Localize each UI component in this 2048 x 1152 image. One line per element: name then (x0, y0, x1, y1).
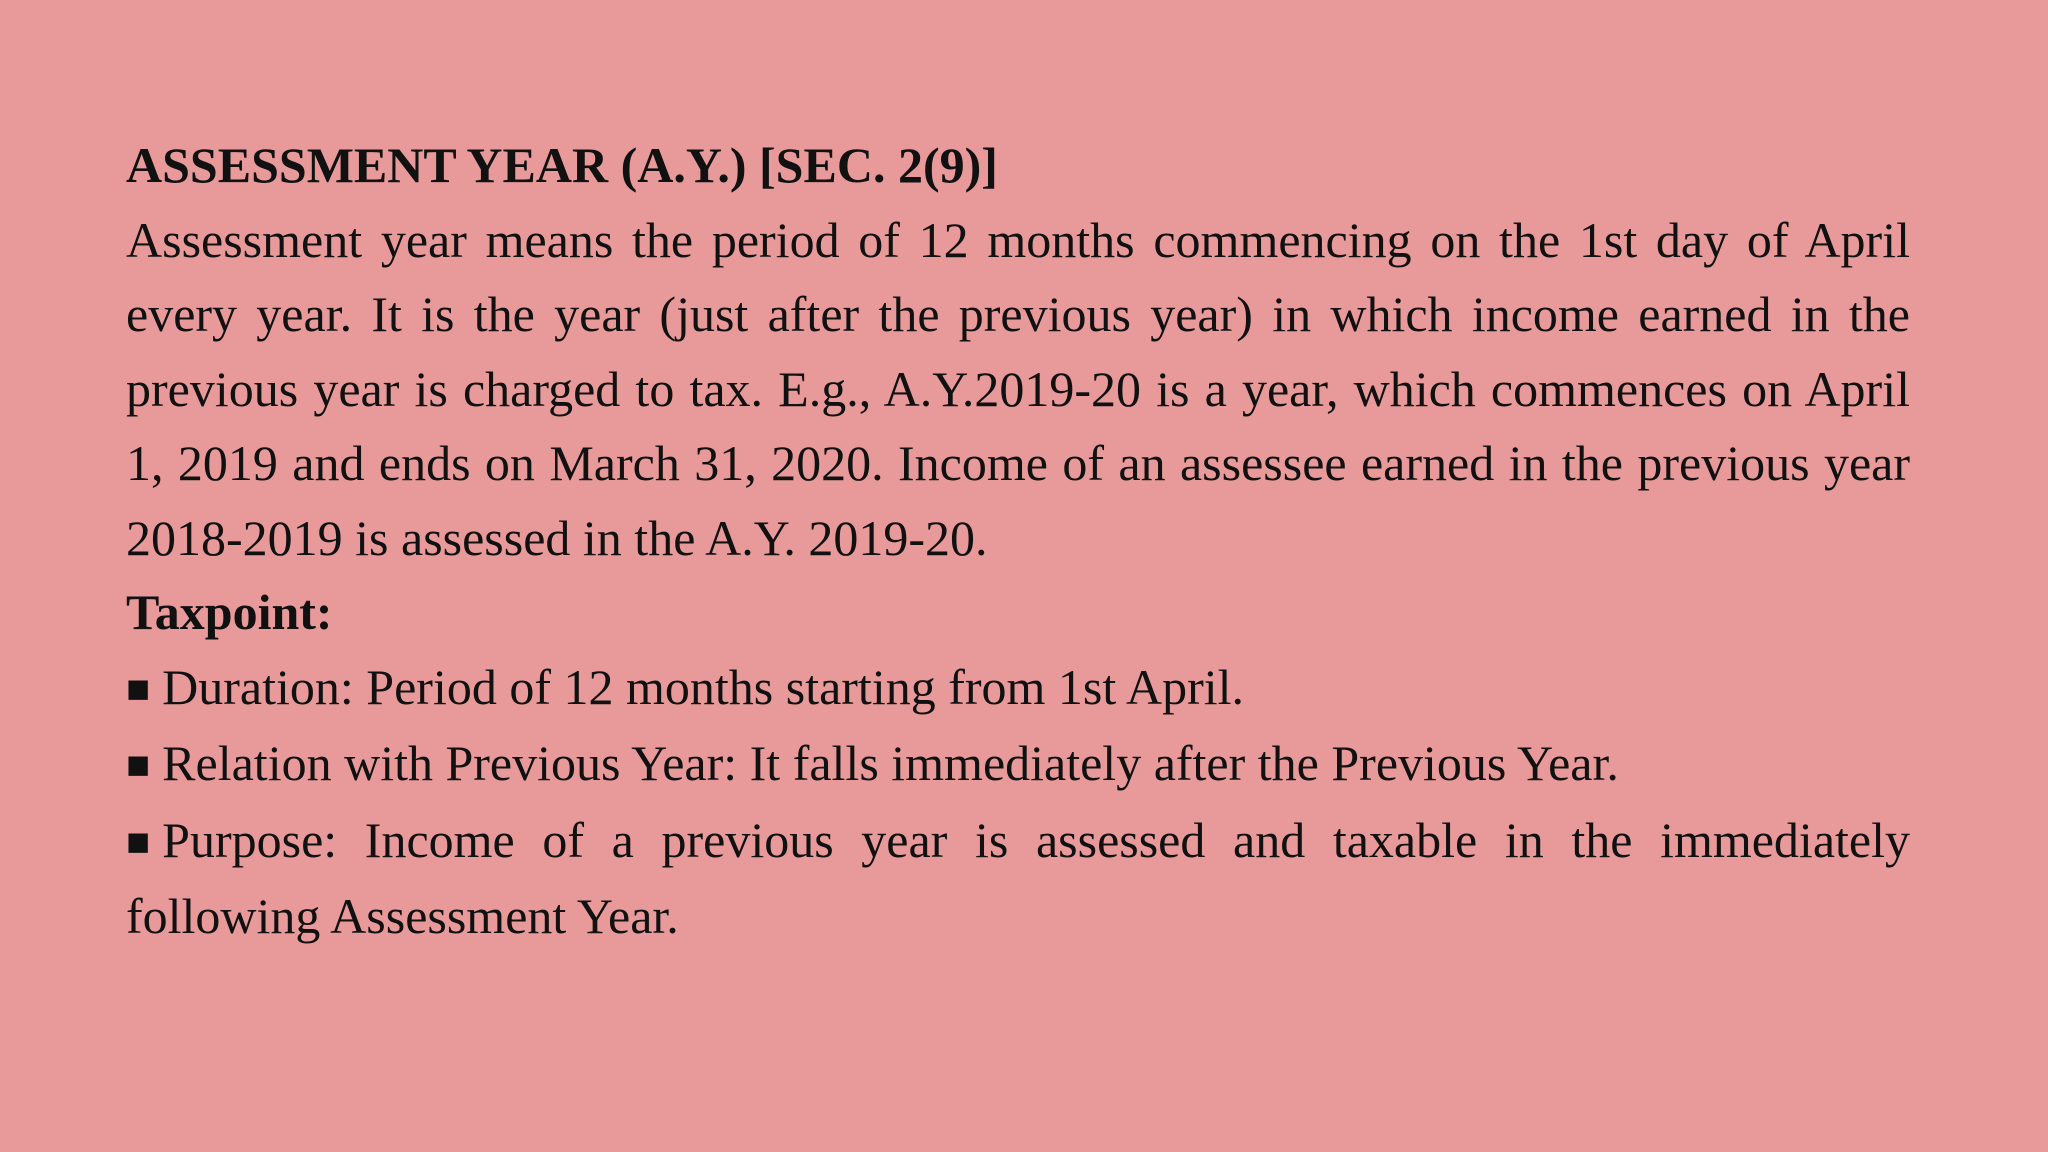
taxpoint-heading: Taxpoint: (126, 584, 333, 640)
list-item (126, 803, 1910, 954)
list-item-text: Purpose: Income of a previous year is assessed and taxable in the immediately following Assessment Year. (126, 811, 1910, 944)
square-bullet-icon: ■ (126, 818, 151, 864)
square-bullet-icon: ■ (126, 742, 151, 787)
definition-paragraph: Assessment year means the period of 12 months commencing on the 1st day of April every year. It is the year (just after the previous year) in which income earned in the previous year is charged to tax. E.g., A.Y.2019-20 is a year, which commences on April 1, 2019 and ends on March 31, 2020. Income of an assessee earned in the previous year 2018-2019 is assessed in the A.Y. 2019-20. (126, 211, 1910, 566)
taxpoint-list (126, 650, 1910, 954)
square-bullet-icon: ■ (126, 665, 151, 711)
slide-content (126, 128, 1910, 954)
slide-title: ASSESSMENT YEAR (A.Y.) [SEC. 2(9)] (126, 137, 998, 193)
list-item-text: Relation with Previous Year: It falls immediately after the Previous Year. (162, 735, 1619, 791)
list-item-text: Duration: Period of 12 months starting from 1st April. (162, 658, 1245, 715)
list-item (126, 726, 1910, 803)
list-item (126, 650, 1910, 727)
